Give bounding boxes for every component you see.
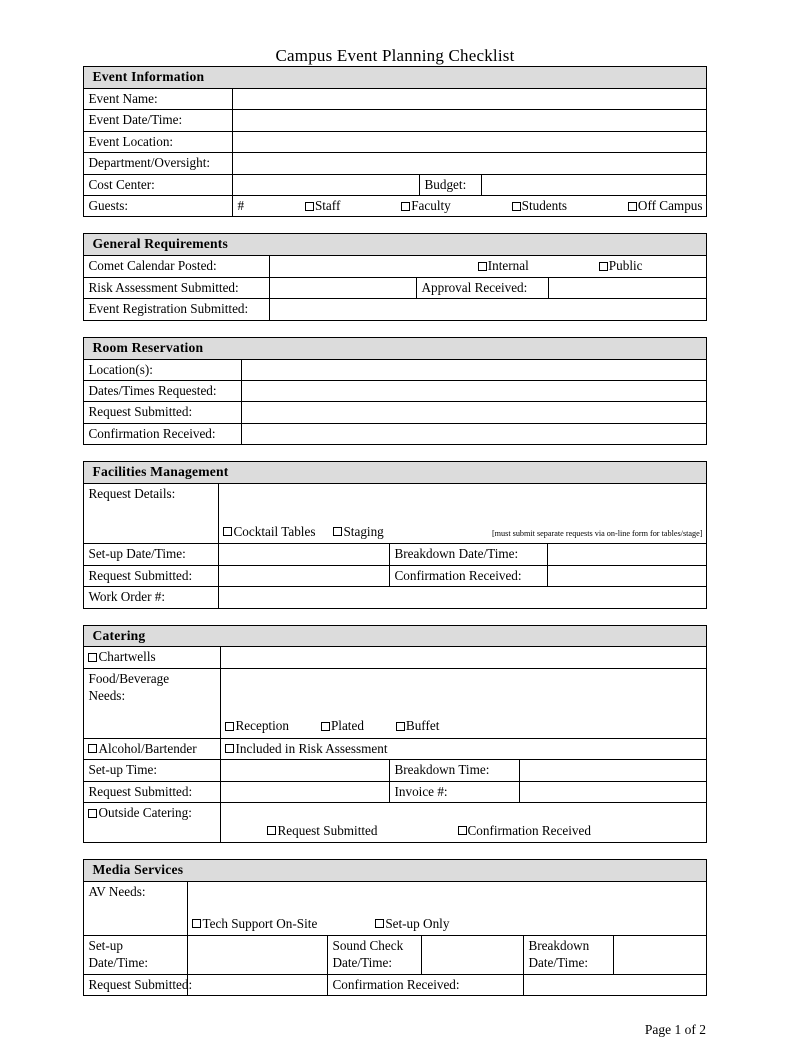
input-cost-center[interactable]: [233, 174, 420, 195]
input-locations[interactable]: [242, 359, 706, 380]
section-header-catering: [84, 625, 706, 647]
section-header-room-reservation: [84, 337, 706, 359]
label-approval-received: Approval Received:: [417, 277, 549, 298]
input-dates-times-requested[interactable]: [242, 381, 706, 402]
checkbox-icon[interactable]: [192, 919, 201, 928]
row-risk-assessment: [84, 277, 706, 298]
checkbox-icon[interactable]: [88, 809, 97, 818]
row-work-order: [84, 587, 706, 608]
checkbox-guests-students[interactable]: [512, 197, 567, 214]
label-cost-center: Cost Center:: [84, 174, 233, 195]
section-event-information: [83, 66, 706, 217]
checkbox-icon[interactable]: [225, 722, 234, 731]
label-request-details: Request Details:: [84, 484, 219, 544]
label-risk-assessment: Risk Assessment Submitted:: [84, 277, 270, 298]
label-work-order: Work Order #:: [84, 587, 219, 608]
checkbox-included-risk-assessment[interactable]: [221, 738, 706, 759]
checkbox-calendar-public[interactable]: [599, 257, 643, 274]
input-event-registration[interactable]: [270, 299, 706, 320]
checkbox-icon[interactable]: [401, 202, 410, 211]
checkbox-tech-support-on-site[interactable]: [192, 915, 317, 932]
checkbox-label: Request Submitted: [277, 822, 378, 838]
checkbox-outside-catering[interactable]: [84, 803, 221, 843]
input-breakdown-time[interactable]: [520, 760, 706, 781]
label-dates-times-requested: Dates/Times Requested:: [84, 381, 242, 402]
row-request-submitted: [84, 402, 706, 423]
page-number-label: Page 1 of 2: [644, 1022, 706, 1038]
row-media-setup-datetime: [84, 936, 706, 975]
section-gap: [0, 321, 790, 337]
row-guests: [84, 196, 706, 217]
label-event-datetime: Event Date/Time:: [84, 110, 233, 131]
row-event-datetime: [84, 110, 706, 131]
checkbox-label: Internal: [487, 258, 529, 274]
checkbox-cocktail-tables[interactable]: [223, 523, 315, 540]
input-setup-time[interactable]: [221, 760, 390, 781]
section-header-label: Media Services: [84, 860, 706, 882]
label-line-2: Date/Time:: [88, 955, 149, 971]
checkbox-label: Plated: [330, 718, 364, 734]
checkbox-plated[interactable]: [321, 717, 364, 734]
label-media-setup-datetime: [84, 936, 188, 975]
label-request-submitted: Request Submitted:: [84, 781, 221, 802]
input-budget[interactable]: [482, 174, 706, 195]
checkbox-icon[interactable]: [321, 722, 330, 731]
section-facilities-management: [83, 461, 706, 608]
label-media-request-submitted: Request Submitted:: [84, 974, 188, 995]
checkbox-icon[interactable]: [628, 202, 637, 211]
label-event-name: Event Name:: [84, 88, 233, 109]
label-line-1: Sound Check: [332, 938, 404, 954]
row-media-request-submitted: [84, 974, 706, 995]
label-event-location: Event Location:: [84, 131, 233, 152]
input-confirmation-received[interactable]: [548, 565, 706, 586]
label-guests-count: #: [237, 198, 245, 214]
label-line-1: Set-up: [88, 938, 123, 954]
checkbox-label: Included in Risk Assessment: [235, 740, 388, 756]
checkbox-icon[interactable]: [88, 744, 97, 753]
checkbox-label: Off Campus: [637, 198, 703, 214]
row-comet-calendar: [84, 256, 706, 277]
checkbox-icon[interactable]: [458, 826, 467, 835]
section-room-reservation: [83, 337, 706, 446]
section-catering: [83, 625, 706, 844]
checkbox-alcohol-bartender[interactable]: [84, 738, 221, 759]
input-event-datetime[interactable]: [233, 110, 706, 131]
checkbox-label: Staff: [314, 198, 341, 214]
section-gap: [0, 217, 790, 233]
row-department-oversight: [84, 153, 706, 174]
checkbox-calendar-internal[interactable]: [478, 257, 529, 274]
row-event-name: [84, 88, 706, 109]
input-invoice-number[interactable]: [520, 781, 706, 802]
checkbox-label: Chartwells: [98, 649, 156, 665]
input-department-oversight[interactable]: [233, 153, 706, 174]
checkbox-label: Outside Catering:: [98, 805, 192, 821]
checkbox-icon[interactable]: [599, 262, 608, 271]
label-media-breakdown-datetime: [524, 936, 614, 975]
row-catering-setup-time: [84, 760, 706, 781]
checkbox-label: Confirmation Received: [467, 822, 591, 838]
row-event-location: [84, 131, 706, 152]
label-confirmation-received: Confirmation Received:: [390, 565, 548, 586]
row-food-beverage-needs: [84, 668, 706, 738]
checkbox-icon[interactable]: [333, 527, 342, 536]
checkbox-icon[interactable]: [305, 202, 314, 211]
input-approval-received[interactable]: [549, 277, 706, 298]
checkbox-staging[interactable]: [333, 523, 383, 540]
checkbox-icon[interactable]: [88, 653, 97, 662]
page-footer: [84, 996, 706, 1038]
row-outside-catering: [84, 803, 706, 843]
checkbox-icon[interactable]: [375, 919, 384, 928]
section-header-event-information: [84, 67, 706, 89]
checkbox-icon[interactable]: [512, 202, 521, 211]
facilities-note: [must submit separate requests via on-line form for tables/stage]: [491, 529, 703, 539]
checkbox-label: Cocktail Tables: [233, 523, 316, 539]
checkbox-label: Tech Support On-Site: [202, 915, 318, 931]
row-request-details: [84, 484, 706, 544]
label-request-submitted: Request Submitted:: [84, 402, 242, 423]
row-alcohol-bartender: [84, 738, 706, 759]
row-locations: [84, 359, 706, 380]
row-cost-center: [84, 174, 706, 195]
checkbox-label: Students: [521, 198, 568, 214]
checkbox-icon[interactable]: [225, 744, 234, 753]
label-line-2: Needs:: [88, 688, 126, 704]
section-header-label: General Requirements: [84, 234, 706, 256]
checkbox-label: Buffet: [405, 718, 440, 734]
label-setup-time: Set-up Time:: [84, 760, 221, 781]
label-invoice-number: Invoice #:: [390, 781, 520, 802]
section-general-requirements: [83, 233, 706, 320]
label-breakdown-datetime: Breakdown Date/Time:: [390, 544, 548, 565]
checkbox-icon[interactable]: [478, 262, 487, 271]
input-work-order[interactable]: [219, 587, 706, 608]
row-chartwells: [84, 647, 706, 668]
checkbox-buffet[interactable]: [396, 717, 439, 734]
label-locations: Location(s):: [84, 359, 242, 380]
section-header-media-services: [84, 860, 706, 882]
row-facilities-setup-datetime: [84, 544, 706, 565]
section-gap: [0, 843, 790, 859]
checkbox-icon[interactable]: [223, 527, 232, 536]
row-event-registration: [84, 299, 706, 320]
section-header-general-requirements: [84, 234, 706, 256]
checkbox-guests-off-campus[interactable]: [628, 197, 703, 214]
row-confirmation-received: [84, 423, 706, 444]
input-confirmation-received[interactable]: [242, 423, 706, 444]
row-av-needs: [84, 882, 706, 936]
input-breakdown-datetime[interactable]: [548, 544, 706, 565]
section-header-label: Catering: [84, 625, 706, 647]
input-media-request-submitted[interactable]: [188, 974, 328, 995]
checkbox-outside-confirmation-received[interactable]: [458, 822, 591, 839]
checkbox-icon[interactable]: [267, 826, 276, 835]
checkbox-guests-staff[interactable]: [305, 197, 340, 214]
checkbox-reception[interactable]: [225, 717, 288, 734]
label-media-confirmation-received: Confirmation Received:: [328, 974, 524, 995]
av-needs-options-cell: [188, 882, 706, 936]
input-request-submitted[interactable]: [219, 565, 390, 586]
input-event-name[interactable]: [233, 88, 706, 109]
input-setup-datetime[interactable]: [219, 544, 390, 565]
section-header-facilities-management: [84, 462, 706, 484]
section-gap: [0, 445, 790, 461]
section-header-label: Room Reservation: [84, 337, 706, 359]
label-breakdown-time: Breakdown Time:: [390, 760, 520, 781]
checkbox-label: Faculty: [411, 198, 451, 214]
input-sound-check-datetime[interactable]: [422, 936, 524, 975]
label-department-oversight: Department/Oversight:: [84, 153, 233, 174]
checkbox-outside-request-submitted[interactable]: [267, 822, 377, 839]
label-request-submitted: Request Submitted:: [84, 565, 219, 586]
input-request-submitted[interactable]: [242, 402, 706, 423]
label-food-beverage-needs: [84, 668, 221, 738]
label-comet-calendar: Comet Calendar Posted:: [84, 256, 270, 277]
checkbox-label: Reception: [235, 718, 289, 734]
label-sound-check-datetime: [328, 936, 422, 975]
input-chartwells[interactable]: [221, 647, 706, 668]
checkbox-setup-only[interactable]: [375, 915, 449, 932]
checkbox-label: Alcohol/Bartender: [98, 740, 197, 756]
checkbox-label: Set-up Only: [385, 915, 450, 931]
label-budget: Budget:: [420, 174, 482, 195]
outside-catering-options-cell: [221, 803, 706, 843]
input-risk-assessment[interactable]: [270, 277, 417, 298]
checkbox-guests-faculty[interactable]: [401, 197, 451, 214]
label-confirmation-received: Confirmation Received:: [84, 423, 242, 444]
row-dates-times-requested: [84, 381, 706, 402]
checkbox-chartwells[interactable]: [84, 647, 221, 668]
row-facilities-request-submitted: [84, 565, 706, 586]
section-header-label: Facilities Management: [84, 462, 706, 484]
checkbox-icon[interactable]: [396, 722, 405, 731]
label-line-2: Date/Time:: [528, 955, 589, 971]
section-gap: [0, 609, 790, 625]
input-media-breakdown-datetime[interactable]: [614, 936, 706, 975]
input-event-location[interactable]: [233, 131, 706, 152]
food-beverage-options-cell: [221, 668, 706, 738]
section-header-label: Event Information: [84, 67, 706, 89]
label-line-1: Breakdown: [528, 938, 590, 954]
comet-calendar-options-cell: [270, 256, 706, 277]
checkbox-label: Staging: [343, 523, 384, 539]
input-request-submitted[interactable]: [221, 781, 390, 802]
page-title: Campus Event Planning Checklist: [275, 46, 515, 65]
row-catering-request-submitted: [84, 781, 706, 802]
label-line-2: Date/Time:: [332, 955, 393, 971]
label-av-needs: AV Needs:: [84, 882, 188, 936]
input-media-setup-datetime[interactable]: [188, 936, 328, 975]
label-guests: Guests:: [84, 196, 233, 217]
label-event-registration: Event Registration Submitted:: [84, 299, 270, 320]
input-media-confirmation-received[interactable]: [524, 974, 706, 995]
section-media-services: [83, 859, 706, 996]
label-line-1: Food/Beverage: [88, 670, 170, 686]
guests-options-cell: [233, 196, 706, 217]
checkbox-label: Public: [608, 258, 643, 274]
label-setup-datetime: Set-up Date/Time:: [84, 544, 219, 565]
request-details-options-cell: [219, 484, 706, 544]
